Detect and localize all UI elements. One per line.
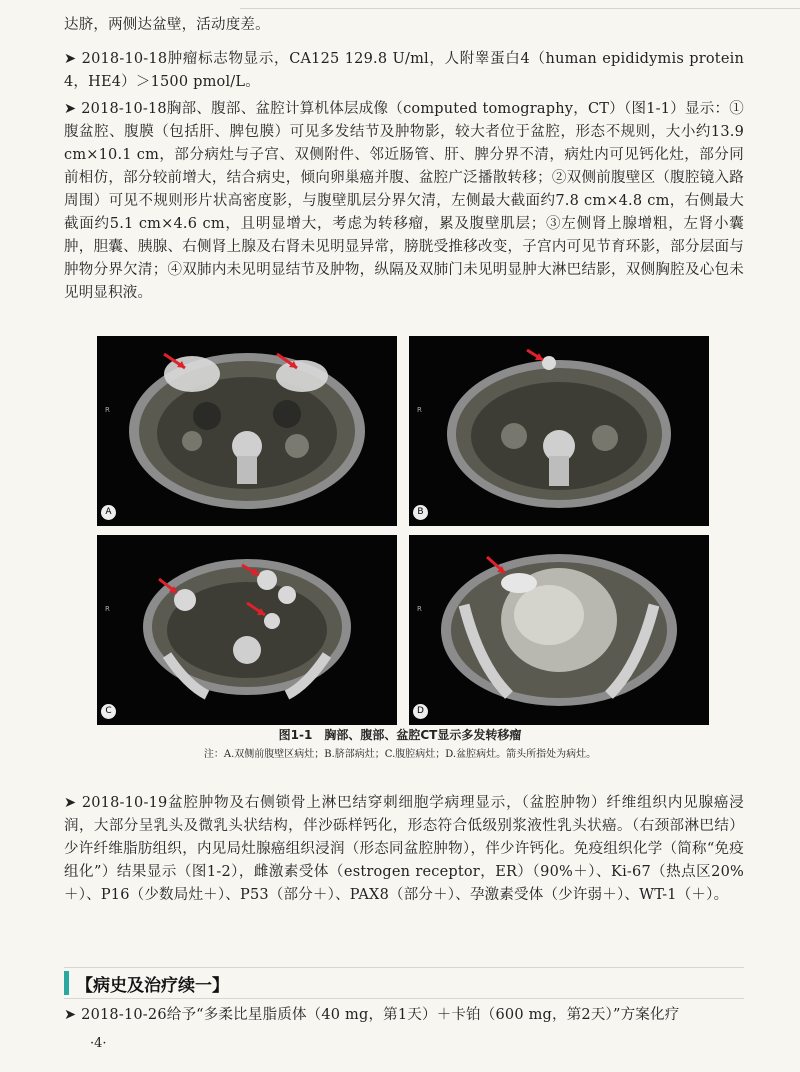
orientation-marker: R [417,605,422,613]
ct-panel-a [97,336,397,526]
figure-note: 注：A.双侧前腹壁区病灶；B.脐部病灶；C.腹腔病灶；D.盆腔病灶。箭头所指处为病灶。 [203,749,597,760]
paragraph-pathology: ➤ 2018-10-19盆腔肿物及右侧锁骨上淋巴结穿刺细胞学病理显示，（盆腔肿物）纤维组织内见腺癌浸润，大部分呈乳头及微乳头状结构，伴沙砾样钙化，形态符合低级别浆液性乳头状癌。（右颈部淋巴结）少许纤维脂肪组织，内见局灶腺癌组织浸润（形态同盆腔肿物），伴少许钙化。免疫组织化学（简称“免疫组化”）结果显示（图1-2），雌激素受体（estrogen receptor，ER）（90%＋）、Ki-67（热点区20%＋）、P16（少数局灶＋）、P53（部分＋）、PAX8（部分＋）、孕激素受体（少许弱＋）、WT-1（＋）。 [64,795,744,903]
ct-panel-b [409,336,709,526]
ct-panel-c [97,535,397,725]
figure-title: 图1-1 胸部、腹部、盆腔CT显示多发转移瘤 [278,728,522,742]
orientation-marker: R [417,406,422,414]
paragraph-intro: 达脐，两侧达盆壁，活动度差。 [64,17,270,33]
orientation-marker: R [105,406,110,414]
paragraph-tumor-markers: ➤ 2018-10-18肿瘤标志物显示，CA125 129.8 U/ml，人附睾蛋白4（human epididymis protein 4，HE4）＞1500 pmol/L。 [64,51,744,90]
header-rule [240,8,800,9]
ct-panel-d [409,535,709,725]
page-number: ·4· [90,1036,107,1051]
panel-label-d: D [413,704,428,719]
section-header [64,967,744,999]
paragraph-chemotherapy: ➤ 2018-10-26给予“多柔比星脂质体（40 mg，第1天）＋卡铂（600 mg，第2天）”方案化疗 [64,1007,680,1023]
panel-label-c: C [101,704,116,719]
section-accent-bar [64,971,69,995]
orientation-marker: R [105,605,110,613]
paragraph-ct-findings: ➤ 2018-10-18胸部、腹部、盆腔计算机体层成像（computed tomography，CT）（图1-1）显示：①腹盆腔、腹膜（包括肝、脾包膜）可见多发结节及肿物影，较大者位于盆腔，形态不规则，大小约13.9 cm×10.1 cm，部分病灶与子宫、双侧附件、邻近肠管、肝、脾分界不清，病灶内可见钙化灶，部分同前相仿，部分较前增大，结合病史，倾向卵巢癌并腹、盆腔广泛播散转移；②双侧前腹壁区（腹腔镜入路周围）可见不规则形片状高密度影，与腹壁肌层分界欠清，左侧最大截面约7.8 cm×4.8 cm，右侧最大截面约5.1 cm×4.6 cm，且明显增大，考虑为转移瘤，累及腹壁肌层；③左侧肾上腺增粗，左肾小囊肿，胆囊、胰腺、右侧肾上腺及右肾未见明显异常，膀胱受推移改变，子宫内可见节育环影，部分层面与肿物分界欠清；④双肺内未见明显结节及肿物，纵隔及双肺门未见明显肿大淋巴结影，双侧胸腔及心包未见明显积液。 [64,101,744,301]
section-title: 【病史及治疗续一】 [76,976,229,996]
panel-label-a: A [101,505,116,520]
panel-label-b: B [413,505,428,520]
